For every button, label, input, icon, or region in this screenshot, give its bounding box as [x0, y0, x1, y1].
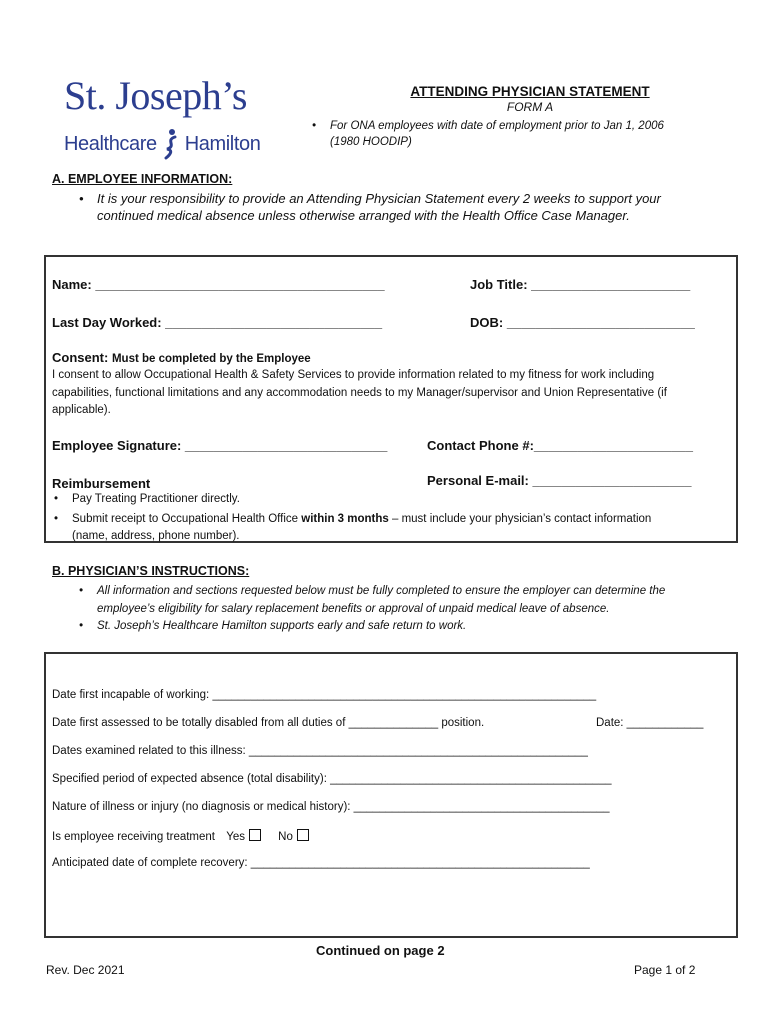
logo-subtitle: [64, 128, 260, 160]
logo-title: St. Joseph’s: [64, 73, 247, 118]
ona-note: [330, 118, 664, 150]
consent-heading: [52, 350, 311, 365]
date-incapable-field[interactable]: Date first incapable of working: ____________________________________________________________: [52, 689, 597, 701]
consent-line-2: capabilities, functional limitations and any accommodation needs to my Manager/supervisor and Union Representative (if: [52, 386, 667, 399]
ona-line-1: • For ONA employees with date of employment prior to Jan 1, 2006: [330, 118, 664, 134]
continued-note: Continued on page 2: [316, 943, 445, 958]
section-a-line-2: continued medical absence unless otherwise arranged with the Health Office Case Manager.: [97, 208, 630, 223]
list-item: [72, 511, 732, 529]
assessed-field[interactable]: Date first assessed to be totally disabled from all duties of ______________ position.: [52, 717, 485, 729]
signature-field[interactable]: Employee Signature: ____________________________: [52, 438, 388, 453]
section-b-line-1: • All information and sections requested below must be fully completed to ensure the employer can determine the: [97, 583, 727, 601]
yes-checkbox[interactable]: [249, 829, 261, 841]
consent-line-1: I consent to allow Occupational Health & Safety Services to provide information related to my fitness for work including: [52, 369, 655, 381]
page-title: ATTENDING PHYSICIAN STATEMENT: [410, 84, 650, 99]
recovery-field[interactable]: Anticipated date of complete recovery: _____________________________________________________: [52, 857, 590, 869]
reimb-option-1: Pay Treating Practitioner directly.: [72, 493, 240, 505]
treatment-label: Is employee receiving treatment: [52, 831, 215, 843]
assessed-date-field[interactable]: Date: ____________: [596, 717, 704, 729]
period-field[interactable]: Specified period of expected absence (total disability): ____________________________________________: [52, 773, 612, 785]
consent-line-3: applicable).: [52, 404, 111, 416]
consent-sub: Must be completed by the Employee: [111, 353, 311, 365]
logo-figure-icon: [161, 128, 181, 160]
no-checkbox[interactable]: [297, 829, 309, 841]
no-label: No: [278, 831, 293, 843]
ona-line-2: (1980 HOODIP): [330, 136, 412, 148]
page-number: Page 1 of 2: [634, 963, 696, 977]
section-b-bullets: [97, 583, 727, 636]
name-field[interactable]: Name: ________________________________________: [52, 277, 385, 292]
logo-healthcare: Healthcare: [64, 132, 157, 155]
phone-field[interactable]: Contact Phone #:______________________: [427, 438, 693, 453]
reimbursement-list: [70, 491, 730, 546]
consent-label: Consent:: [52, 350, 109, 365]
dates-examined-field[interactable]: Dates examined related to this illness: _____________________________________________________: [52, 745, 588, 757]
logo-hamilton: Hamilton: [184, 132, 261, 155]
section-a-bullet: [97, 190, 717, 224]
section-b-line-3: • St. Joseph’s Healthcare Hamilton supports early and safe return to work.: [97, 618, 727, 636]
section-a-heading: A. EMPLOYEE INFORMATION:: [52, 172, 233, 186]
yes-label: Yes: [226, 831, 245, 843]
section-b-heading: B. PHYSICIAN’S INSTRUCTIONS:: [52, 564, 250, 578]
job-title-field[interactable]: Job Title: ______________________: [470, 277, 691, 292]
nature-field[interactable]: Nature of illness or injury (no diagnosis or medical history): ________________________________________: [52, 801, 610, 813]
revision-date: Rev. Dec 2021: [46, 963, 125, 977]
reimbursement-heading: Reimbursement: [52, 476, 151, 491]
last-day-field[interactable]: Last Day Worked: ______________________________: [52, 315, 383, 330]
section-a-line-1: • It is your responsibility to provide an Attending Physician Statement every 2 weeks to support your: [97, 190, 717, 207]
reimb-option-2-contact: (name, address, phone number).: [72, 530, 240, 542]
email-field[interactable]: Personal E-mail: ______________________: [427, 473, 692, 488]
section-b-line-2: employee’s eligibility for salary replacement benefits or approval of unpaid medical leave of absence.: [97, 602, 610, 615]
form-label: FORM A: [506, 100, 554, 114]
treatment-question: [52, 829, 309, 843]
dob-field[interactable]: DOB: __________________________: [470, 315, 695, 330]
reimb-option-2-rest: – must include your physician’s contact information: [388, 512, 652, 525]
consent-text: [52, 367, 732, 420]
reimb-deadline: within 3 months: [301, 512, 389, 525]
reimb-option-2: Submit receipt to Occupational Health Office: [72, 512, 302, 525]
list-item: [72, 491, 732, 509]
